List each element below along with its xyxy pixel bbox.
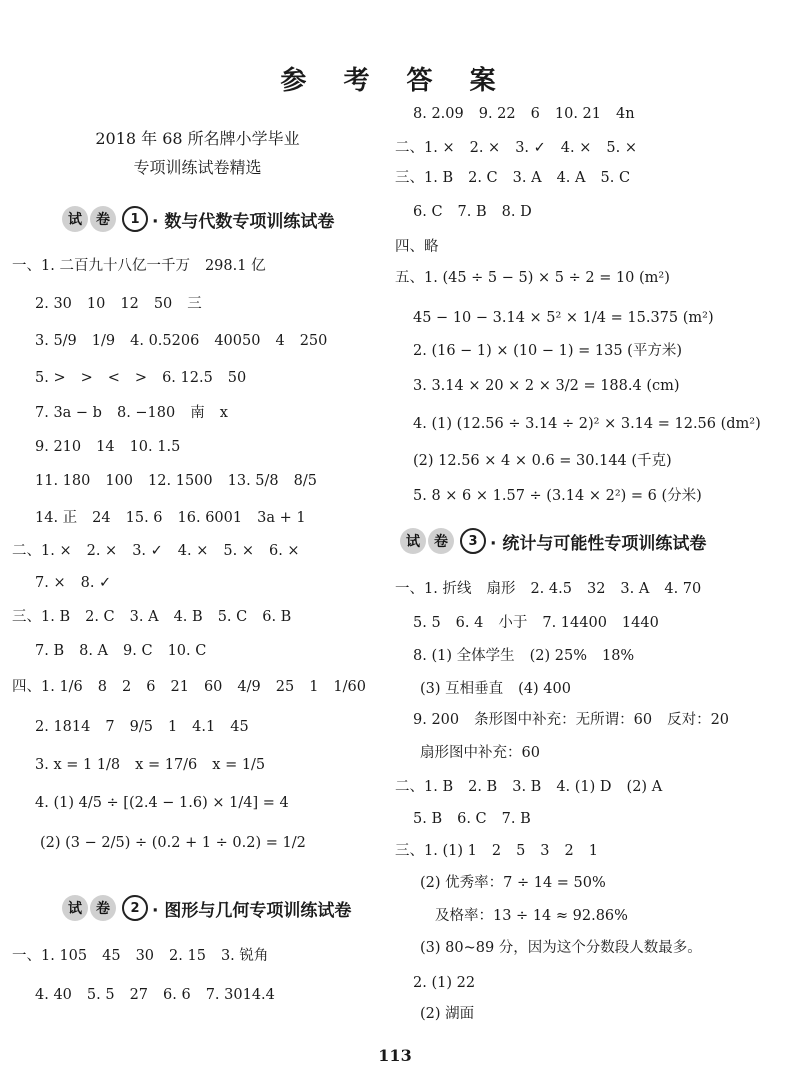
answer-line xyxy=(12,676,381,698)
answer-item: 6 xyxy=(530,106,540,122)
answer-item: 9. 210 xyxy=(35,439,82,455)
answer-item: 6. × xyxy=(268,543,300,559)
answer-item: 8. −180 xyxy=(116,405,176,421)
answer-item: 8. D xyxy=(501,204,532,220)
answer-item: 3. A xyxy=(129,609,159,625)
answer-item: 15. 6 xyxy=(125,510,163,526)
answer-item: 18% xyxy=(601,648,635,664)
answer-item: 反对：20 xyxy=(667,712,730,728)
answer-item: 32 xyxy=(586,581,606,597)
answer-item: 8. 2.09 xyxy=(413,106,464,122)
answer-item: x = 1/5 xyxy=(212,757,266,773)
answer-line xyxy=(420,872,621,894)
answer-item: 7. 14400 xyxy=(542,615,607,631)
answer-item: 7. B xyxy=(35,643,65,659)
answer-item: 4. 0.5206 xyxy=(130,333,200,349)
answer-item: 4. × xyxy=(560,140,592,156)
section-number-1: 1 xyxy=(122,206,148,232)
page-number: 113 xyxy=(378,1046,412,1065)
section-title-2: · 图形与几何专项训练试卷 xyxy=(152,900,352,921)
section-badge-3a: 试 xyxy=(400,528,426,554)
answer-item: 3. A xyxy=(512,170,542,186)
answer-item: (2) 25% xyxy=(529,648,587,664)
answer-line xyxy=(413,450,687,472)
answer-item: 6. 6 xyxy=(163,987,191,1003)
answer-line xyxy=(395,267,685,289)
answer-item: 4. (1) (12.56 ÷ 3.14 ÷ 2)² × 3.14 = 12.56 (dm²) xyxy=(413,416,761,432)
answer-item: 一、1. 105 xyxy=(12,948,88,964)
answer-line xyxy=(420,678,586,700)
answer-item: 4. B xyxy=(173,609,203,625)
answer-line xyxy=(35,330,342,352)
answer-line xyxy=(12,540,315,562)
answer-item: 3. 5/9 xyxy=(35,333,77,349)
answer-line xyxy=(413,808,546,830)
answer-item: 7. B xyxy=(457,204,487,220)
answer-item: 五、1. (45 ÷ 5 − 5) × 5 ÷ 2 = 10 (m²) xyxy=(395,270,670,286)
answer-item: 24 xyxy=(92,510,111,526)
answer-item: 4. (1) D xyxy=(556,779,612,795)
answer-item: (2) 湖面 xyxy=(420,1006,475,1022)
answer-item: 一、1. 二百九十八亿一千万 xyxy=(12,258,190,274)
answer-item: 14. 正 xyxy=(35,510,78,526)
answer-line xyxy=(413,645,649,667)
answer-item: 4/9 xyxy=(237,679,261,695)
answer-item: 10. 1.5 xyxy=(129,439,181,455)
section-header-2 xyxy=(62,893,351,923)
answer-line xyxy=(435,905,643,927)
answer-line xyxy=(395,776,677,798)
answer-item: 2. C xyxy=(468,170,498,186)
answer-item: 5. 8 × 6 × 1.57 ÷ (3.14 × 2²) = 6 (分米) xyxy=(413,488,702,504)
section-title-1: · 数与代数专项训练试卷 xyxy=(152,211,335,232)
answer-item: 3. ✓ xyxy=(515,140,546,156)
answer-item: (3) 互相垂直 xyxy=(420,681,504,697)
answer-item: 3a + 1 xyxy=(257,510,306,526)
answer-item: 3. 3.14 × 20 × 2 × 3/2 = 188.4 (cm) xyxy=(413,378,680,394)
answer-item: 二、1. × xyxy=(12,543,72,559)
answer-item: 一、1. 折线 xyxy=(395,581,472,597)
answer-item: 3. A xyxy=(620,581,650,597)
answer-line xyxy=(35,792,304,814)
answer-item: 南 xyxy=(190,405,205,421)
answer-item: 3. ✓ xyxy=(132,543,163,559)
answer-line xyxy=(35,402,243,424)
answer-line xyxy=(413,413,776,435)
answer-item: 2 xyxy=(564,843,574,859)
answer-line xyxy=(395,167,645,189)
answer-item: 三 xyxy=(187,296,202,312)
answer-item: (3) 80~89 分，因为这个分数段人数最多。 xyxy=(420,940,702,956)
answer-item: 11. 180 xyxy=(35,473,91,489)
answer-item: 4. A xyxy=(556,170,586,186)
answer-item: (2) A xyxy=(626,779,663,795)
answer-item: 1 xyxy=(588,843,598,859)
answer-line xyxy=(35,507,321,529)
answer-item: 6 xyxy=(146,679,156,695)
answer-item: 10 xyxy=(86,296,106,312)
answer-item: 45 − 10 − 3.14 × 5² × 1/4 = 15.375 (m²) xyxy=(413,310,714,326)
answer-item: 扇形图中补充：60 xyxy=(420,745,540,761)
answer-item: 2. 30 xyxy=(35,296,72,312)
answer-line xyxy=(35,984,290,1006)
answer-item: 40050 xyxy=(214,333,261,349)
answer-item: 13. 5/8 xyxy=(227,473,279,489)
answer-item: 298.1 亿 xyxy=(204,258,266,274)
answer-line xyxy=(420,1003,489,1025)
section-badge-2b: 卷 xyxy=(90,895,116,921)
answer-line xyxy=(413,340,697,362)
answer-item: 四、1. 1/6 xyxy=(12,679,83,695)
answer-item: 50 xyxy=(153,296,173,312)
section-badge-1b: 卷 xyxy=(90,206,116,232)
page-title: 参 考 答 案 xyxy=(280,66,510,96)
answer-item: 8/5 xyxy=(293,473,317,489)
answer-item: 2. (16 − 1) × (10 − 1) = 135 (平方米) xyxy=(413,343,682,359)
subtitle-line1: 2018 年 68 所名牌小学毕业 xyxy=(95,129,300,148)
answer-item: 1440 xyxy=(621,615,659,631)
answer-item: 4. (1) 4/5 ÷ [(2.4 − 1.6) × 1/4] = 4 xyxy=(35,795,289,811)
section-badge-3b: 卷 xyxy=(428,528,454,554)
answer-item: 扇形 xyxy=(486,581,516,597)
answer-line xyxy=(35,716,264,738)
answer-item: 5. C xyxy=(600,170,631,186)
answer-item: 5. C xyxy=(217,609,248,625)
answer-item: 4 xyxy=(275,333,285,349)
answer-item: 250 xyxy=(299,333,328,349)
answer-item: 2. 4.5 xyxy=(530,581,572,597)
answer-item: 6. C xyxy=(413,204,443,220)
answer-item: 12 xyxy=(120,296,139,312)
answer-item: 21 xyxy=(170,679,189,695)
answer-item: 25 xyxy=(275,679,295,695)
answer-item: 及格率：13 ÷ 14 ≈ 92.86% xyxy=(435,908,628,924)
answer-item: < xyxy=(107,370,120,386)
answer-line xyxy=(395,578,716,600)
answer-item: 4. 40 xyxy=(35,987,72,1003)
answer-item: 5 xyxy=(516,843,526,859)
answer-item: 2 xyxy=(122,679,132,695)
answer-item: 8. ✓ xyxy=(80,575,112,591)
answer-item: 2. × xyxy=(469,140,501,156)
answer-item: 9. C xyxy=(123,643,153,659)
answer-item: 3. 锐角 xyxy=(220,948,269,964)
answer-item: 5. × xyxy=(606,140,637,156)
answer-line xyxy=(413,972,490,994)
section-header-1 xyxy=(62,204,334,234)
section-badge-1a: 试 xyxy=(62,206,88,232)
answer-line xyxy=(40,832,321,854)
answer-item: 7. × xyxy=(35,575,66,591)
answer-line xyxy=(12,606,306,628)
answer-item: 4. × xyxy=(177,543,209,559)
answer-item: 9. 200 xyxy=(413,712,460,728)
answer-item: 4n xyxy=(616,106,635,122)
answer-line xyxy=(413,375,695,397)
answer-line xyxy=(35,367,261,389)
answer-item: 9. 22 xyxy=(478,106,516,122)
answer-line xyxy=(12,255,281,277)
answer-line xyxy=(395,137,652,159)
answer-line xyxy=(35,293,217,315)
answer-line xyxy=(420,742,555,764)
answer-item: 30 xyxy=(135,948,155,964)
answer-line xyxy=(35,754,280,776)
answer-item: 12. 1500 xyxy=(148,473,213,489)
answer-item: 7. B xyxy=(501,811,531,827)
answer-item: 9/5 xyxy=(129,719,153,735)
answer-line xyxy=(413,485,717,507)
answer-item: 三、1. (1) 1 xyxy=(395,843,477,859)
answer-line xyxy=(12,945,283,967)
answer-line xyxy=(35,470,332,492)
answer-item: 2. 15 xyxy=(169,948,206,964)
answer-item: 60 xyxy=(203,679,223,695)
answer-item: 5. 5 xyxy=(86,987,115,1003)
answer-item: 5. 5 xyxy=(413,615,441,631)
subtitle-line2: 专项训练试卷精选 xyxy=(133,158,262,177)
section-number-3: 3 xyxy=(460,528,486,554)
answer-item: x xyxy=(219,405,228,421)
answer-item: 27 xyxy=(129,987,149,1003)
answer-item: 5. × xyxy=(223,543,254,559)
section-header-3 xyxy=(400,526,706,556)
answer-item: 6. 12.5 xyxy=(162,370,213,386)
answer-item: x = 17/6 xyxy=(135,757,198,773)
answer-item: 6. 4 xyxy=(455,615,484,631)
answer-item: 四、略 xyxy=(395,239,439,255)
answer-item: 8. A xyxy=(79,643,109,659)
answer-item: 10. 21 xyxy=(554,106,601,122)
answer-item: 45 xyxy=(230,719,249,735)
answer-item: 8 xyxy=(97,679,108,695)
answer-item: 1/9 xyxy=(91,333,116,349)
section-number-2: 2 xyxy=(122,895,148,921)
section-title-3: · 统计与可能性专项训练试卷 xyxy=(490,533,707,554)
answer-item: 3 xyxy=(540,843,550,859)
answer-item: 1/60 xyxy=(333,679,366,695)
answer-item: 4. 70 xyxy=(664,581,702,597)
answer-item: 7. 3014.4 xyxy=(205,987,275,1003)
answer-line xyxy=(413,201,547,223)
answer-line xyxy=(35,436,195,458)
answer-item: 3. x = 1 1/8 xyxy=(35,757,121,773)
answer-item: 5. B xyxy=(413,811,443,827)
answer-item: 三、1. B xyxy=(12,609,71,625)
answer-item: 10. C xyxy=(167,643,207,659)
section-badge-2a: 试 xyxy=(62,895,88,921)
answer-item: 50 xyxy=(227,370,247,386)
answer-item: 三、1. B xyxy=(395,170,454,186)
answer-item: (2) 12.56 × 4 × 0.6 = 30.144 (千克) xyxy=(413,453,672,469)
answer-item: 3. B xyxy=(512,779,542,795)
answer-item: 1 xyxy=(309,679,319,695)
answer-item: 100 xyxy=(105,473,134,489)
answer-item: 6. C xyxy=(457,811,487,827)
answer-item: 2. B xyxy=(468,779,498,795)
answer-item: 6. B xyxy=(262,609,292,625)
answer-line xyxy=(413,307,729,329)
answer-line xyxy=(35,640,221,662)
answer-item: 2. C xyxy=(85,609,115,625)
answer-line xyxy=(395,840,613,862)
answer-item: 2 xyxy=(491,843,502,859)
answer-item: 1 xyxy=(167,719,178,735)
answer-line xyxy=(420,937,717,959)
answer-line xyxy=(413,612,674,634)
answer-item: (2) (3 − 2/5) ÷ (0.2 + 1 ÷ 0.2) = 1/2 xyxy=(40,835,306,851)
answer-item: 条形图中补充：无所谓：60 xyxy=(474,712,653,728)
answer-item: 5. > xyxy=(35,370,66,386)
answer-line xyxy=(35,572,126,594)
answer-item: 7. 3a − b xyxy=(35,405,102,421)
answer-line xyxy=(413,103,650,125)
answer-item: 4.1 xyxy=(192,719,216,735)
answer-item: 14 xyxy=(96,439,115,455)
answer-item: 二、1. × xyxy=(395,140,455,156)
answer-item: 2. × xyxy=(86,543,118,559)
answer-item: 2. (1) 22 xyxy=(413,975,476,991)
answer-item: (2) 优秀率：7 ÷ 14 = 50% xyxy=(420,875,606,891)
answer-item: > xyxy=(134,370,148,386)
answer-line xyxy=(395,236,454,258)
answer-item: 2. 1814 xyxy=(35,719,91,735)
answer-item: 7 xyxy=(105,719,115,735)
answer-item: 16. 6001 xyxy=(177,510,243,526)
answer-item: > xyxy=(80,370,93,386)
answer-line xyxy=(413,709,744,731)
answer-item: 二、1. B xyxy=(395,779,454,795)
answer-item: 45 xyxy=(102,948,121,964)
answer-item: (4) 400 xyxy=(518,681,571,697)
answer-item: 小于 xyxy=(498,615,528,631)
answer-item: 8. (1) 全体学生 xyxy=(413,648,515,664)
